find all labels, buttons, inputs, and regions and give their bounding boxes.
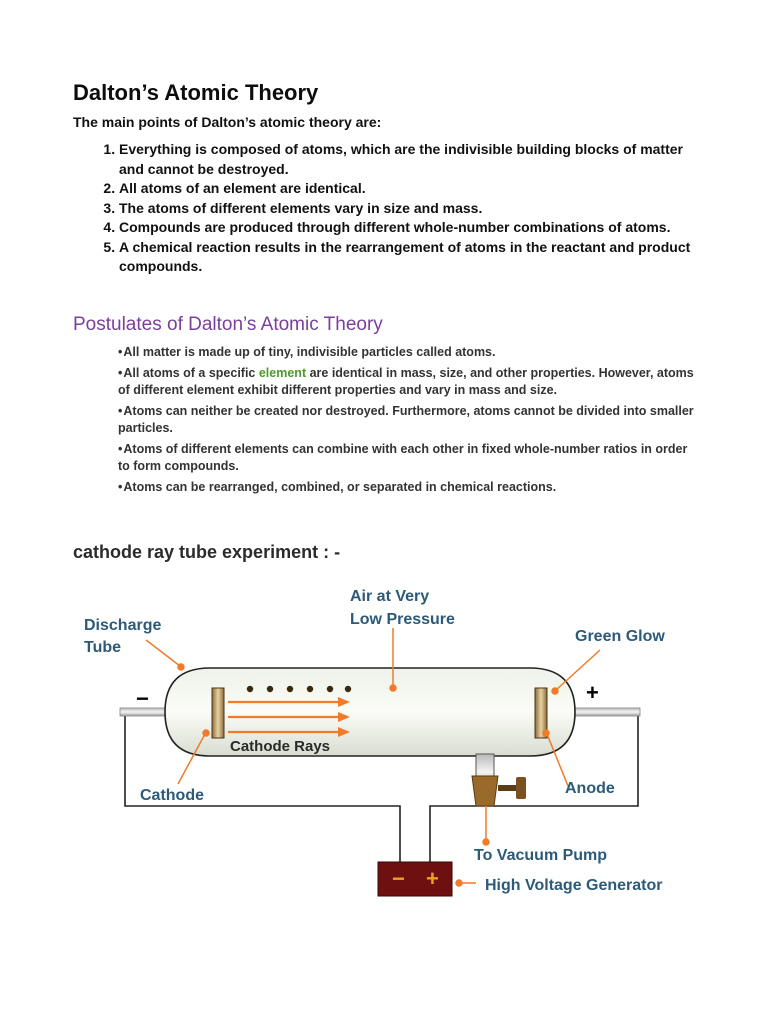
postulate-item — [118, 441, 698, 475]
discharge-label: Discharge — [84, 617, 162, 634]
discharge-tube — [165, 668, 575, 756]
cathode-ray-arrows — [228, 697, 350, 737]
anode-lead — [565, 708, 640, 716]
postulate-text: All matter is made up of tiny, indivisible particles called atoms. — [123, 345, 496, 359]
cathode-label: Cathode — [140, 787, 204, 804]
cathode-rays-label: Cathode Rays — [230, 738, 331, 755]
list-item: 1. Everything is composed of atoms, which are the indivisible building blocks of matter and cannot be destroyed. — [119, 140, 699, 179]
intro-text: The main points of Dalton’s atomic theory are: — [73, 114, 382, 130]
battery-plus: + — [426, 866, 439, 891]
postulate-item — [118, 344, 698, 361]
page-title: Dalton’s Atomic Theory — [73, 80, 319, 105]
list-item: 3. The atoms of different elements vary in size and mass. — [119, 199, 699, 219]
bullet-glyph: • — [118, 345, 123, 359]
battery — [378, 862, 452, 896]
bullet-glyph: • — [118, 366, 123, 380]
cathode-ray-tube-diagram — [0, 570, 768, 930]
anode-label: Anode — [565, 780, 615, 797]
postulate-text: Atoms of different elements can combine with each other in fixed whole-number ratios in order to form compounds. — [118, 442, 688, 473]
green-glow-label: Green Glow — [575, 628, 665, 645]
bullet-glyph: • — [118, 404, 123, 418]
bullet-glyph: • — [118, 442, 123, 456]
postulate-item — [118, 365, 698, 399]
air-label: Air at Very — [350, 588, 430, 605]
stopcock-valve — [472, 776, 498, 806]
pressure-label: Low Pressure — [350, 611, 455, 628]
hv-generator-label: High Voltage Generator — [485, 877, 663, 894]
postulate-text: All atoms of a specific — [123, 366, 259, 380]
postulates-heading: Postulates of Dalton’s Atomic Theory — [73, 314, 383, 335]
battery-minus: − — [392, 866, 405, 891]
main-points-list — [73, 140, 699, 277]
stopcock-handle — [498, 785, 518, 791]
postulate-text: Atoms can neither be created nor destroyed. Furthermore, atoms cannot be divided into smaller particles. — [118, 404, 694, 435]
list-item: 4. Compounds are produced through different whole-number combinations of atoms. — [119, 218, 699, 238]
postulate-item — [118, 403, 698, 437]
vacuum-pump-label: To Vacuum Pump — [474, 847, 608, 864]
bullet-glyph: • — [118, 480, 123, 494]
cathode-heading: cathode ray tube experiment : - — [73, 542, 341, 562]
postulates-list — [118, 344, 698, 500]
stopcock-knob — [516, 777, 526, 799]
cathode-plate — [212, 688, 224, 738]
plus-terminal: + — [586, 680, 599, 705]
postulate-item — [118, 479, 698, 496]
list-item: 2. All atoms of an element are identical. — [119, 179, 699, 199]
list-item: 5. A chemical reaction results in the rearrangement of atoms in the reactant and product compounds. — [119, 238, 699, 277]
element-link[interactable]: element — [258, 366, 307, 380]
tube-label: Tube — [84, 639, 122, 656]
minus-terminal: − — [136, 686, 149, 711]
postulate-text: are identical in mass, size, and other properties. However, atoms of different element exhibit different properties and vary in mass and size. — [118, 366, 694, 397]
postulate-text: Atoms can be rearranged, combined, or separated in chemical reactions. — [123, 480, 557, 494]
